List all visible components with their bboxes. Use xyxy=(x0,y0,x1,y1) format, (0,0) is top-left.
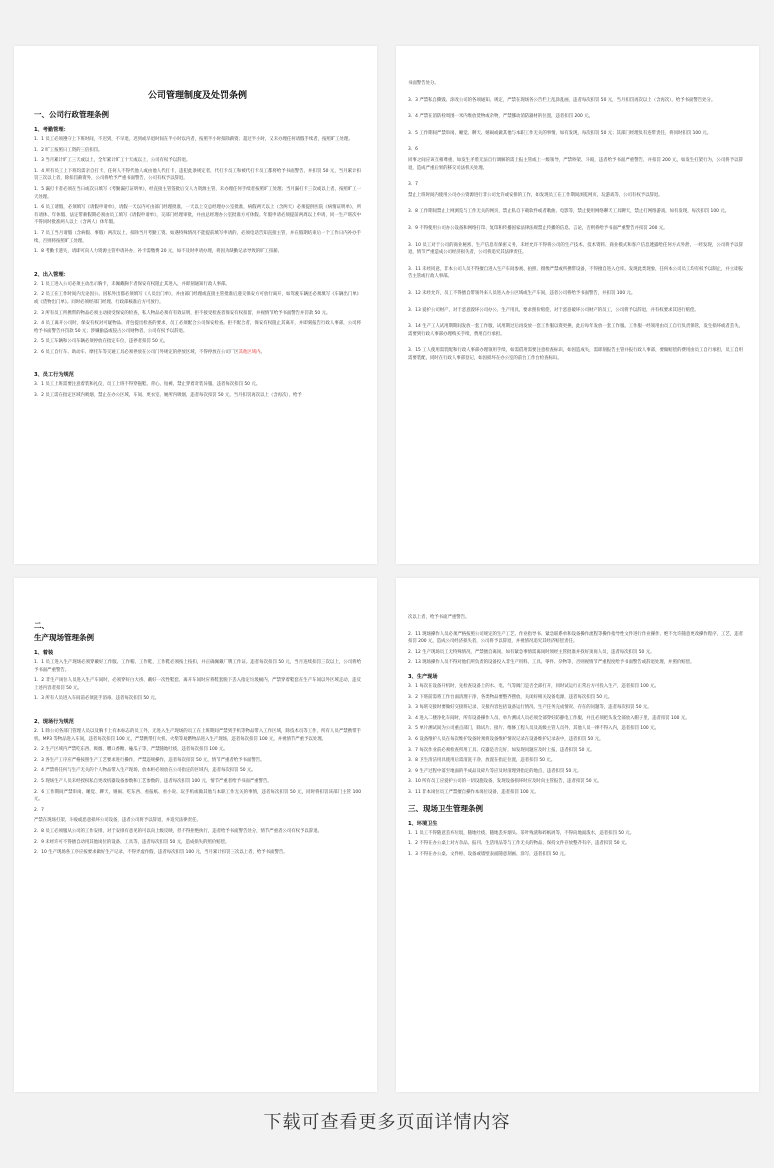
paragraph: 次以上者，给予书面严重警告。 xyxy=(408,615,470,620)
paragraph: 3．2 下班前需将工作台面清理干净，各类物品要整齐摆放，关闭好相关设备电源，违者每次扣罚 50 元。 xyxy=(408,694,613,700)
document-title: 公司管理制度及处罚条例 xyxy=(147,91,247,101)
download-more-caption: 下载可查看更多页面详情内容 xyxy=(263,1112,511,1133)
paragraph: 2．2 生产区域内严禁吃东西、吸烟、嚼口香糖、嗑瓜子等，严禁随地吐痰，违者每次扣罚 100 元。 xyxy=(34,747,228,753)
paragraph-number: 3．7 xyxy=(408,182,418,188)
paragraph: 2．5 现场生产人员未经授权私自更改机器设备参数和工艺参数的，违者每次扣罚 100 元，情节严重者给予书面严重警告。 xyxy=(34,778,272,784)
paragraph: 3．12 未经允许，员工不得擅自带领外来人员进入办公区域或生产车间，违者公司将给予书面警告，并扣罚 100 元。 xyxy=(408,290,636,296)
paragraph: 2．6 员工自行车、助动车、摩托车等交通工具必须停放在公司门外规定的停放区域，不得停放在公司厂区其他区域内。 xyxy=(34,349,265,355)
paragraph: 2．2 员工在工作时间内无论因公、因私外出都必须填写《人员出门单》，并由部门经理或直接主管批准后递交保安方可放行离开，如驾驶车辆还必须填写《车辆出门单》或《货物出门单》。同时必须经部门经理、行政部核准后方可放行。 xyxy=(34,292,361,305)
paragraph: 3．1 每次在设备开机时，先检查设备上的水、电、气等阀门是否全部打开，同时试运行正常后方可投入生产，违者扣罚 100 元。 xyxy=(408,683,659,689)
paragraph: 1．3 当月累计旷工三天或以上，全年累计旷工十天或以上，公司有权予以辞退。 xyxy=(34,158,191,164)
paragraph: 2．12 生产现场员工无特殊情况，严禁擅自离岗，如有紧急事情需离岗时须经主管批准并找好顶岗人员，违者每次扣罚 50 元。 xyxy=(408,649,655,655)
paragraph: 同事之间应该互相尊重，如发生矛盾无法自行调解的需上报主管或上一级领导，严禁吵架、斗殴，违者给予书面严重警告，并扣罚 200 元，如发生打架行为，公司将予以辞退，造成严重后果的移交司法机关处理。 xyxy=(408,157,743,171)
paragraph: 1．4 所有员工上下班均需亲自打卡，任何人不得代他人或由他人代打卡，违犯此条规定者，代打卡员工和被代打卡员工都将给予书面警告，并扣罚 50 元，当月累计扣罚三次以上者，除扣罚薪资外，公司将给予严重书面警告，公司有权予以辞退。 xyxy=(34,168,361,182)
section-heading: 生产现场管理条例 xyxy=(34,633,94,642)
paragraph: 2．8 员工必须服从公司的工作安排，对于安排有意见的可以向上级反映，但不得拒绝执行，违者给予书面警告处分，情节严重者公司有权予以辞退。 xyxy=(34,828,322,834)
section-number: 二、 xyxy=(34,621,49,630)
paragraph: 3．3 严禁私自撕毁、涂改公司的各项通知、规定，严禁在现场各公告栏上乱涂乱画，违者每次扣罚 50 元，当月扣罚再次以上（含再次），给予书面警告处分。 xyxy=(408,97,716,103)
subsection-heading: 2、出入管理： xyxy=(34,271,69,278)
paragraph: 3．1 员工上班需要注意着装和礼仪，员工上班不得穿拖鞋、背心、短裤，禁止穿着奇装异服，违者每次扣罚 50 元。 xyxy=(34,382,261,388)
paragraph: 3．15 工人使用需装配和行政人事部办理领用手续，如需借用需要注意检查标识，如因造成失，需即刻报告主管并报行政人事部，要做赔偿的费用由员工自行承担，员工自用需要装配，同时在行政人事部登记，如因损坏在办公室的前台工作台检查标识。 xyxy=(408,348,743,361)
paragraph: 2．10 生产现场各工序应按要求做好生产记录，不得弄虚作假，违者每次扣罚 100 元，当月累计扣罚三次以上者，给予书面警告。 xyxy=(34,850,288,856)
paragraph: 1．2 旷工按照日工资的三倍扣罚。 xyxy=(34,147,103,153)
paragraph: 2．3 所有员工所携带的物品必须主动接受保安的检查，私人物品必须有有效证明，拒不接受检查者保安有权扣留，并视情节给予书面警告并罚款 50 元。 xyxy=(34,310,331,316)
paragraph: 3．9 不得使用公司办公设备和网络打印、复印和传播国家法律法规禁止传播的信息、言论，否则将给予书面严重警告并扣罚 200 元。 xyxy=(408,225,668,231)
subsection-heading: 1、环境卫生 xyxy=(408,820,438,827)
paragraph: 3．4 严禁在消防栓周围一米内堆放货物或杂物，严禁挪动消防器材的位置，违者扣罚 200 元。 xyxy=(408,114,594,120)
subsection-heading: 2、现场行为规范 xyxy=(34,718,74,725)
paragraph: 1．3 不得在办公桌、文件柜、设备或墙壁表面随意刻画、涂写，违者扣罚 50 元。 xyxy=(408,851,569,857)
paragraph: 1．1 员工必须遵守上下班时间，不迟到，不早退，迟到或早退时间在半小时以内者，按照半小时扣除薪资；超过半小时，又未办理任何请假手续者，按照旷工处理。 xyxy=(34,137,353,142)
paragraph: 禁止上班时间内使用公司办公资源进行非公司允许或安排的工作，如发现员工在工作期间浏览网页、玩游戏等，公司有权予以辞退。 xyxy=(408,192,663,198)
paragraph: 2．4 严禁将任何与生产无关的个人物品带入生产现场，放本柜必须放在公司指定的区域内，违者每次扣罚 50 元。 xyxy=(34,768,256,774)
paragraph: 2．1 除公司各部门管理人员以及胸卡上有本标志的员工外，无进入生产现场的员工在上班期间严禁到手机等物品带入工作区域，除技术员等工作，所有人员严禁携带手机、MP3 等物品进入车间，违者每次扣罚 100 元，严禁携带打火机、火柴等易燃物品进入生产现场，违者每次扣罚 100 元，并视情节严重予以处理。 xyxy=(34,728,361,742)
paragraph: 2．11 现场操作人员必须严格按照公司规定的生产工艺、作业指导书、紧急联系单和设备操作流程等操作指导性文件进行作业操作，绝不允许随意更改操作程序，工艺，违者扣罚 200 元，造成公司经济损失者，公司将予以辞退，并视情况追究其经济赔偿责任。 xyxy=(408,631,743,645)
document-page-1 xyxy=(14,46,377,564)
paragraph: 2．1 员工进入公司必须主动出示胸卡，未佩戴胸卡者保安有权阻止其进入，并即刻通知行政人事部。 xyxy=(34,281,230,287)
paragraph: 1．8 考勤卡遗失，请即可向人力资源主管申请补办，补卡需缴费 20 元，如不及时申请办理，将因为缺勤记录导致的旷工扣薪。 xyxy=(34,249,283,255)
paragraph: 2．6 工作期间严禁串岗、睡觉、聊天、嬉闹、吃东西、看报纸、看小说、玩手机或做其他与本职工作无关的事情，违者每次扣罚 50 元，同时将扣罚该部门主管 100 元。 xyxy=(34,789,361,803)
subsection-heading: 1、着装 xyxy=(34,650,54,656)
paragraph: 3．5 单片测试间为公司重点部门，除试片、接片、维修工程人员及高级主管人员外，其他人员一律不得入内，违者扣罚 100 元。 xyxy=(408,726,659,732)
paragraph: 1．7 员工当月请假（含病假、事假）两次以上，扣除当月考勤工资。如遇特殊情况不能提前填写申请的，必须电话告知直接主管，并在假期结束后一个工作日内补办手续，否则将按照旷工处理。 xyxy=(34,230,361,244)
paragraph: 3．13 爱护公司财产，对于恶意毁坏公司办公、生产用具，要求照价赔偿，对于恶意破坏公司财产的员工，公司将予以辞退，并有权要求其进行赔偿。 xyxy=(408,307,699,313)
document-page-3 xyxy=(14,578,377,1092)
paragraph: 1．6 员工请假，必须填写《请假申请单》，请假一天以内可由部门经理批准，一天以上交总经理办公室批准，病假两天以上（含两天）必须提供医院《病情证明单》，所有请休、年休假、法定带薪假期必须由员工填写《请假申请单》，交部门经理审批，并由总经理办公室批准方可休假。年假申请必须提前两周以上申请，同一生产班次中不得同时批准两人以上（含两人）休年假。 xyxy=(34,205,361,226)
document-page-4 xyxy=(396,578,759,1092)
paragraph-text: 2．6 员工自行车、助动车、摩托车等交通工具必须停放在公司门外规定的停放区域，不得停放在公司厂区 xyxy=(34,349,239,355)
paragraph: 2．13 现场操作人员不得对他们所负责的设备投入非生产用料、工具、零件、杂物等，否则视情节严重程度给予书面警告或辞退处理，并照价赔偿。 xyxy=(408,660,695,666)
document-page-2 xyxy=(396,46,759,564)
paragraph: 1．2 非生产岗位人员进入生产车间时，必须穿好白大褂、戴好一次性鞋套，离开车间时应将鞋套脱下丢入指定垃圾桶内，严禁穿着鞋套在生产车间以外区域走动，违反上述内容者扣罚 50 元。 xyxy=(34,678,361,691)
paragraph: 严禁在现场打架、斗殴或恶意损坏公司设备，违者公司将予以辞退，并追究法律责任。 xyxy=(34,818,201,824)
paragraph: 3．4 进入二楼净化车间时，所有设备操作人员、单片测试人员必须全部穿好防静电工作服，并且必须把头发全部放入帽子里，违者扣罚 100 元。 xyxy=(408,715,690,721)
subsection-heading: 1、考勤管理： xyxy=(34,127,69,133)
paragraph: 书面警告处分。 xyxy=(408,81,439,86)
paragraph: 3．11 非本岗位员工严禁擅自操作本岗位设备，违者扣罚 100 元。 xyxy=(408,789,539,795)
paragraph: 2．9 未经许可不得擅自动用其他岗位的设备、工具等，违者每次扣罚 50 元，造成损失的照价赔偿。 xyxy=(34,839,230,845)
paragraph: 3．8 卫生清洁用具使用后需清洗干净，放置在指定位置，违者扣罚 50 元。 xyxy=(408,758,556,764)
paragraph: 3．11 未经同意，非本公司人员不得擅自进入生产车间参观、拍照、摄像严禁或所携带设备，不得擅自进入仓库。发现此类现象，任何本公司员工均有权予以制止，并立即报告主管或行政人事部。 xyxy=(408,266,743,280)
paragraph: 3．8 工作期间禁止上网浏览与工作无关的网页，禁止私自下载软件或者歌曲、电影等，禁止使用网络聊天工具聊天，禁止打网络游戏，如有发现，每次扣罚 100 元。 xyxy=(408,209,730,215)
paragraph: 3．3 每班交接时要做好交接班记录，交接内容包括设备运行情况、生产任务完成情况、存在的问题等，违者每次扣罚 50 元。 xyxy=(408,705,652,711)
paragraph: 1．3 所有人员进入车间前必须洗手消毒，违者每次扣罚 50 元。 xyxy=(34,696,160,702)
paragraph: 3．5 工作期间严禁串岗、睡觉、聊天、嬉闹或做其他与本职工作无关的事情，如有发现，每次扣罚 50 元；其部门经理负有连带责任，将同时扣罚 100 元。 xyxy=(408,130,712,136)
section-heading: 一、公司行政管理条例 xyxy=(34,110,109,119)
paragraph: 2．4 员工离开公司时，保安有权对可疑物品、背包提出检查的要求，员工必须配合公司保安检查。拒不配合者，保安有权阻止其离开，并即刻报告行政人事部，公司将给予书面警告并罚款 50 元；涉嫌偷盗或侵占公司财物者，公司有权予以辞退。 xyxy=(34,321,361,334)
paragraph: 1．1 员工进入生产现场必须穿戴好工作服、工作帽、工作鞋，工作鞋必须按上按扣，并正确佩戴厂牌工作证。违者每次扣罚 50 元，当月连续扣罚三次以上，公司将给予书面严重警告。 xyxy=(34,660,361,673)
highlighted-text: 其他区域内 xyxy=(238,349,261,355)
paragraph: 3．10 所有员工应爱护公司的一切设施设备，发现设备损坏时应及时向主管报告，违者扣罚 50 元。 xyxy=(408,779,602,785)
subsection-heading: 3、生产现场 xyxy=(408,673,438,680)
paragraph: 2．5 员工车辆和公司车辆必须停放在指定车位，违停者扣罚 50 元。 xyxy=(34,339,168,345)
paragraph-number: 3．6 xyxy=(408,147,418,153)
paragraph: 3．9 生产过程中落至地面的半成品及碎片等应及时清理到指定的地点，违者扣罚 50 元。 xyxy=(408,768,582,774)
paragraph: 3．14 生产工人试用期期间发放一套工作服，试用期过后再发放一套工作服以资更换，此后每年发放一套工作服。工作服一经领用由员工自行负责保管，发生损坏或者丢失，需要到行政人事部办理购买手续，费用自行承担。 xyxy=(408,324,743,337)
paragraph: 3．10 员工对于公司的商业秘密、生产信息有保密义务，未经允许不得将公司的生产技术、技术资料、商业模式和客户信息透露给任何方式外泄，一经发现，公司将予以辞退，情节严重造成公司经济损失者，公司将追究其法律责任。 xyxy=(408,242,743,256)
paragraph-number: 2．7 xyxy=(34,807,44,813)
paragraph: 1．2 不得在办公桌上对方杂品、报刊、生活用品等与工作无关的物品，保持文件存放整齐有序，违者扣罚 50 元。 xyxy=(408,841,630,847)
paragraph: 3．2 员工需在指定区域内吸烟，禁止在办公区域、车间、更衣室、厕所内吸烟，违者每次扣罚 50 元，当月扣罚再次以上（含再次），给予 xyxy=(34,393,302,399)
paragraph: 3．7 每次作业前必须检查所用工具、仪器是否完好，如发现问题应及时上报，违者扣罚 50 元。 xyxy=(408,747,595,753)
paragraph: 3．6 设备维护人员在每次维护设备时须将设备维护情况记录在设备维护记录表中，违者扣罚 50 元。 xyxy=(408,736,604,742)
paragraph: 1．1 员工不得随意丢弃垃圾，随地吐痰，随地丢弃烟头、茶叶残渣和碎纸屑等，不得向地面泼水，违者扣罚 50 元。 xyxy=(408,830,635,836)
section-heading: 三、现场卫生管理条例 xyxy=(408,803,483,813)
paragraph: 2．3 各生产工序应严格按照生产工艺要求进行操作，严禁违规操作，违者每次扣罚 50 元，情节严重者给予书面警告。 xyxy=(34,757,265,763)
subsection-heading: 3、员工行为规范 xyxy=(34,372,74,379)
paragraph: 1．5 漏打卡者必须在当日或次日填写《考勤漏打证明单》，经直接主管签批后交人力资源主管，未办理任何手续者按照旷工处理；当月漏打卡三次或以上者，按照旷工一天处理。 xyxy=(34,186,361,200)
